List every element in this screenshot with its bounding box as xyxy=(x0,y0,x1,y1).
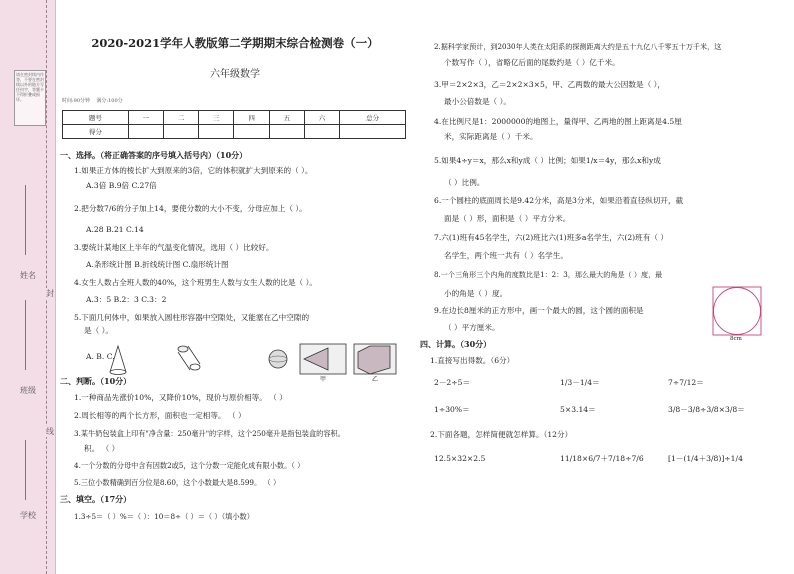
table-cell: 二 xyxy=(164,111,199,125)
question-text: 1.直接写出得数。（6分） xyxy=(430,356,515,365)
question-text: 2.周长相等的两个长方形，面积也一定相等。 （ ） xyxy=(74,411,246,420)
question-text: 6.一个圆柱的底面周长是9.42分米，高是3分米，如果沿着直径纵切开，截 xyxy=(434,196,684,205)
school-label: 学校 xyxy=(20,511,36,520)
score-table xyxy=(62,110,406,139)
question-text: 1.3÷5＝（ ）%＝（ ）：10＝8÷（ ）＝（ ）（填小数） xyxy=(74,512,254,521)
question-text: 3.某牛奶包装盒上印有"净含量：250毫升"的字样，这个250毫升是指包装盒的容积。 xyxy=(74,429,345,438)
question-text: 是（ ）。 xyxy=(84,326,113,335)
question-text: 积。 （ ） xyxy=(84,444,120,453)
prism-yi-icon xyxy=(354,344,396,374)
line-label: 线 xyxy=(46,427,54,436)
question-text: 5.三位小数精确到百分位是8.60，这个小数最大是8.599。 （ ） xyxy=(74,478,281,487)
section-choice-heading: 一、选择。（将正确答案的序号填入括号内）（10分） xyxy=(60,150,248,160)
margin-notice: 请在密封线内作答，不要在密封线以外的地方写任何字，答题卡不得折叠或损坏。 xyxy=(14,70,46,126)
table-cell: 三 xyxy=(199,111,234,125)
exam-subject: 六年级数学 xyxy=(210,69,260,80)
question-text: 1.如果正方体的棱长扩大到原来的3倍，它的体积就扩大到原来的（ ）。 xyxy=(74,166,313,175)
question-text: 小的角是（ ）度。 xyxy=(444,289,508,298)
calc-item: 5×3.14＝ xyxy=(560,405,596,414)
table-cell: 四 xyxy=(234,111,269,125)
section-fill-heading: 三、填空。（17分） xyxy=(60,494,132,504)
score-cell[interactable] xyxy=(199,125,234,139)
question-text: 4.在比例尺是1：2000000的地图上，量得甲、乙两地的图上距离是4.5厘 xyxy=(434,117,682,126)
solid-label-jia: 甲 xyxy=(320,376,327,383)
question-text: 8.一个三角形三个内角的度数比是1：2：3，那么最大的角是（ ）度，最 xyxy=(434,270,663,279)
prism-jia-icon xyxy=(300,344,346,374)
question-text: 9.在边长8厘米的正方形中，画一个最大的圆，这个圆的面积是 xyxy=(434,306,644,315)
full-score: 满分:100分 xyxy=(96,98,123,104)
school-blank xyxy=(25,440,26,500)
left-column xyxy=(60,0,410,574)
square-side-label: 8cm xyxy=(730,336,742,342)
solid-label-yi: 乙 xyxy=(372,376,379,383)
time-limit: 时间:90分钟 xyxy=(62,98,91,104)
calc-item: 1/3－1/4＝ xyxy=(560,378,600,387)
binding-margin xyxy=(0,0,56,574)
calc-item: 2－2÷5＝ xyxy=(434,378,471,387)
section-judge-heading: 二、判断。（10分） xyxy=(60,376,132,386)
calc-item: 1÷30%＝ xyxy=(434,405,470,414)
table-cell: 题号 xyxy=(63,111,129,125)
calc-item: 11/18×6/7＋7/18÷7/6 xyxy=(560,454,644,463)
calc-item: 3/8－3/8÷3/8×3/8＝ xyxy=(668,405,745,414)
name-label: 姓名 xyxy=(20,271,36,280)
question-text: （ ）平方厘米。 xyxy=(444,323,500,332)
cylinder-icon xyxy=(178,346,200,370)
seal-line xyxy=(46,0,47,574)
seal-label: 封 xyxy=(46,289,54,298)
question-text: 5.如果4÷y＝x，那么x和y成（ ）比例；如果1/x＝4y，那么x和y成 xyxy=(434,156,661,165)
score-cell[interactable] xyxy=(269,125,304,139)
calc-item: [1－(1/4＋3/8)]÷1/4 xyxy=(668,454,743,463)
table-cell: 五 xyxy=(269,111,304,125)
question-text: 4.一个分数的分母中含有因数2或5，这个分数一定能化成有限小数。（ ） xyxy=(74,461,305,470)
exam-meta xyxy=(62,96,123,106)
option-row: A.3：5 B.2：3 C.3：2 xyxy=(86,295,167,304)
option-row: A.3倍 B.9倍 C.27倍 xyxy=(86,181,157,190)
table-cell: 总分 xyxy=(340,111,406,125)
question-text: 1.一种商品先涨价10%，又降价10%，现价与原价相等。 （ ） xyxy=(74,393,287,402)
solids-figure xyxy=(100,338,400,384)
score-table-header-row xyxy=(63,111,406,125)
question-text: 2.把分数7/6的分子加上14，要使分数的大小不变，分母应加上（ ）。 xyxy=(74,204,307,213)
question-text: 5.下面几何体中，如果放入圆柱形容器中空隙处，又能塞在乙中空隙的 xyxy=(74,313,310,322)
section-calc-heading: 四、计算。（30分） xyxy=(420,339,492,349)
question-text: 米，实际距离是（ ）千米。 xyxy=(444,132,538,141)
score-cell[interactable] xyxy=(304,125,339,139)
right-column xyxy=(420,0,782,574)
question-text: 2.据科学家预计，到2030年人类在太阳系的探测距离大约是五十九亿八千零五十万千米，这 xyxy=(434,42,722,51)
sphere-icon xyxy=(269,350,287,368)
score-cell[interactable] xyxy=(128,125,163,139)
option-row: A.条形统计图 B.折线统计图 C.扇形统计图 xyxy=(86,260,229,269)
question-text: 面是（ ）形，面积是（ ）平方分米。 xyxy=(444,214,571,223)
table-cell: 一 xyxy=(128,111,163,125)
name-blank xyxy=(25,185,26,255)
table-cell: 得分 xyxy=(63,125,129,139)
option-row: A.28 B.21 C.14 xyxy=(86,225,144,234)
question-text: 名学生，两个班一共有（ ）名学生。 xyxy=(444,251,568,260)
score-cell[interactable] xyxy=(164,125,199,139)
option-row: A. B. C. xyxy=(86,352,115,361)
exam-title: 2020-2021学年人教版第二学期期末综合检测卷（一） xyxy=(91,36,379,50)
question-text: 3.要统计某地区上半年的气温变化情况，选用（ ）比较好。 xyxy=(74,243,274,252)
calc-item: 12.5×32×2.5 xyxy=(434,454,486,463)
calc-item: 7÷7/12＝ xyxy=(668,378,704,387)
question-text: 个数写作（ ），省略亿后面的尾数约是（ ）亿千米。 xyxy=(444,58,620,67)
table-cell: 六 xyxy=(304,111,339,125)
score-cell[interactable] xyxy=(340,125,406,139)
class-label: 班级 xyxy=(20,386,36,395)
question-text: 2.下面各题，怎样简便就怎样算。（12分） xyxy=(430,430,573,439)
score-cell[interactable] xyxy=(234,125,269,139)
question-text: 7.六(1)班有45名学生，六(2)班比六(1)班多a名学生，六(2)班有（ ） xyxy=(434,233,668,242)
question-text: （ ）比例。 xyxy=(444,178,485,187)
score-table-score-row xyxy=(63,125,406,139)
class-blank xyxy=(25,300,26,370)
square-circle-figure xyxy=(712,286,762,336)
question-text: 4.女生人数占全班人数的40%，这个班男生人数与女生人数的比是（ ）。 xyxy=(74,278,317,287)
question-text: 最小公倍数是（ ）。 xyxy=(444,97,511,106)
cone-icon xyxy=(110,346,126,375)
question-text: 3.甲＝2×2×3，乙＝2×2×3×5，甲、乙两数的最大公因数是（ ）， xyxy=(434,80,665,89)
